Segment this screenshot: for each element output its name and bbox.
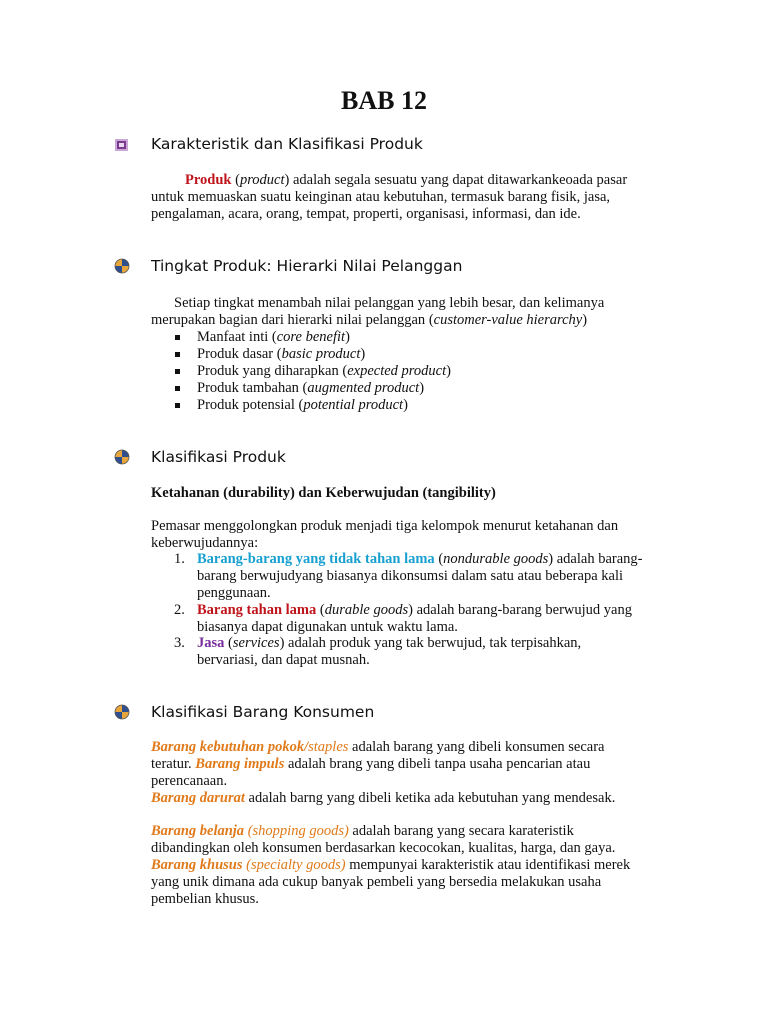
list-item-line: barang berwujudyang biasanya dikonsumsi dalam satu atau beberapa kali <box>197 568 624 584</box>
list-number: 3. <box>174 635 185 651</box>
list-bullet <box>175 403 180 408</box>
list-number: 2. <box>174 602 185 618</box>
paragraph-line: Barang kebutuhan pokok/staples adalah barang yang dibeli konsumen secara <box>151 739 605 755</box>
list-bullet <box>175 386 180 391</box>
list-item: Manfaat inti (core benefit) <box>197 329 350 345</box>
list-bullet <box>175 335 180 340</box>
paragraph-line: Barang khusus (specialty goods) mempunyai karakteristik atau identifikasi merek <box>151 857 631 873</box>
list-item: Produk potensial (potential product) <box>197 397 408 413</box>
section-heading-klasifikasi-produk: Klasifikasi Produk <box>151 448 286 466</box>
paragraph-line: Produk (product) adalah segala sesuatu yang dapat ditawarkankeoada pasar <box>185 172 628 188</box>
section-heading-tingkat-produk: Tingkat Produk: Hierarki Nilai Pelanggan <box>151 257 463 275</box>
globe-bullet-icon <box>114 449 130 465</box>
paragraph-line: yang unik dimana ada cukup banyak pembeli yang bersedia melakukan usaha <box>151 874 602 890</box>
list-item-line: biasanya dapat digunakan untuk waktu lama. <box>197 619 458 635</box>
list-item: Jasa (services) adalah produk yang tak berwujud, tak terpisahkan, <box>197 635 582 651</box>
paragraph-line: pengalaman, acara, orang, tempat, properti, organisasi, informasi, dan ide. <box>151 206 581 222</box>
paragraph-line: Setiap tingkat menambah nilai pelanggan yang lebih besar, dan kelimanya <box>174 295 605 311</box>
globe-bullet-icon <box>114 704 130 720</box>
list-item: Produk yang diharapkan (expected product) <box>197 363 451 379</box>
section-heading-klasifikasi-barang-konsumen: Klasifikasi Barang Konsumen <box>151 703 375 721</box>
paragraph-line: perencanaan. <box>151 773 228 789</box>
subheading: Ketahanan (durability) dan Keberwujudan (tangibility) <box>151 485 496 501</box>
list-item-line: bervariasi, dan dapat musnah. <box>197 652 370 668</box>
list-item-line: penggunaan. <box>197 585 271 601</box>
list-item: Barang tahan lama (durable goods) adalah barang-barang berwujud yang <box>197 602 632 618</box>
page-title: BAB 12 <box>341 86 427 115</box>
globe-bullet-icon <box>114 258 130 274</box>
list-item: Produk dasar (basic product) <box>197 346 366 362</box>
list-number: 1. <box>174 551 185 567</box>
list-item: Barang-barang yang tidak tahan lama (nondurable goods) adalah barang- <box>197 551 643 567</box>
paragraph-line: merupakan bagian dari hierarki nilai pelanggan (customer-value hierarchy) <box>151 312 588 328</box>
paragraph-line: dibandingkan oleh konsumen berdasarkan kecocokan, kualitas, harga, dan gaya. <box>151 840 616 856</box>
list-item: Produk tambahan (augmented product) <box>197 380 425 396</box>
list-bullet <box>175 369 180 374</box>
paragraph-line: untuk memuaskan suatu keinginan atau kebutuhan, termasuk barang fisik, jasa, <box>151 189 611 205</box>
square-bullet-icon <box>114 137 130 153</box>
paragraph-line: pembelian khusus. <box>151 891 259 907</box>
paragraph-line: teratur. Barang impuls adalah brang yang dibeli tanpa usaha pencarian atau <box>151 756 591 772</box>
list-bullet <box>175 352 180 357</box>
paragraph-line: keberwujudannya: <box>151 535 259 551</box>
paragraph-line: Barang belanja (shopping goods) adalah barang yang secara karateristik <box>151 823 574 839</box>
paragraph-line: Pemasar menggolongkan produk menjadi tiga kelompok menurut ketahanan dan <box>151 518 619 534</box>
section-heading-karakteristik: Karakteristik dan Klasifikasi Produk <box>151 135 423 153</box>
paragraph-line: Barang darurat adalah barng yang dibeli ketika ada kebutuhan yang mendesak. <box>151 790 616 806</box>
